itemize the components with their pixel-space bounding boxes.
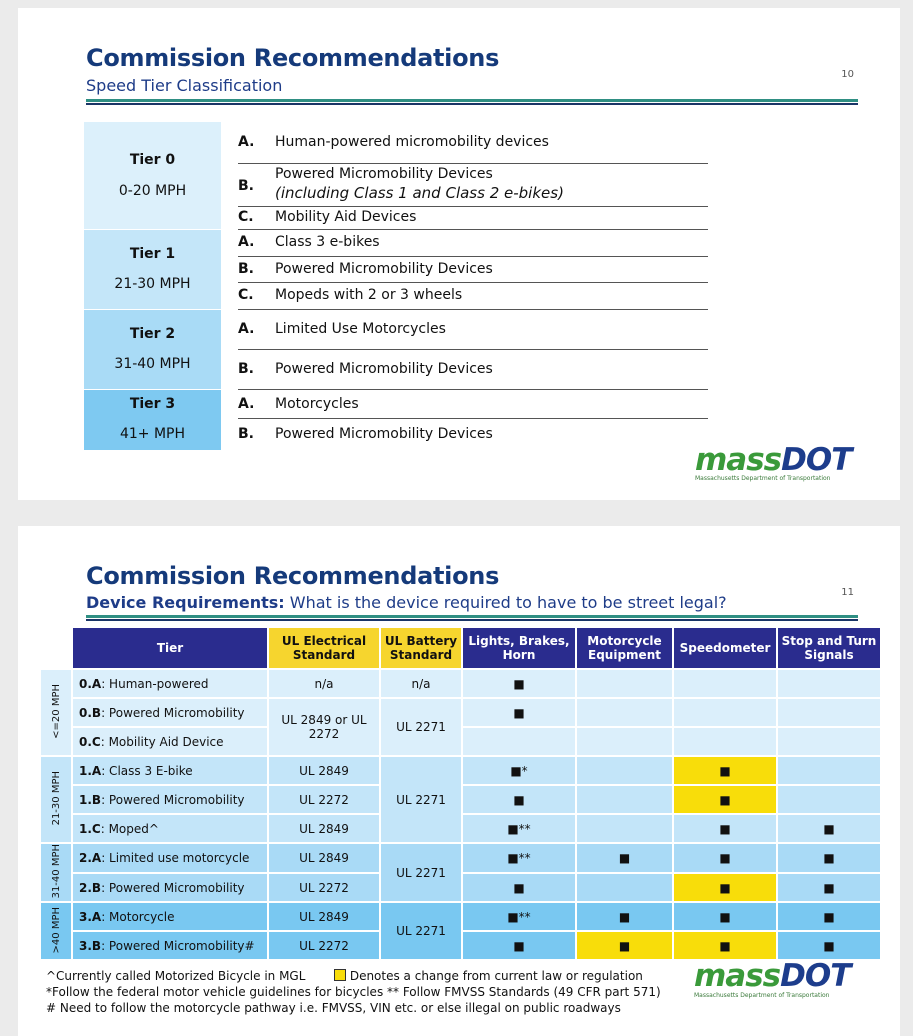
divider: [238, 389, 708, 390]
massdot-logo: massDOT: [695, 442, 852, 478]
footnote-standards: *Follow the federal motor vehicle guidelines for bicycles ** Follow FMVSS Standards (49 CFR part 571): [46, 985, 661, 999]
item-letter: A.: [238, 134, 255, 150]
divider: [238, 256, 708, 257]
item-letter: C.: [238, 287, 254, 303]
col-ul-battery: UL Battery Standard: [381, 628, 461, 668]
lights-mark: ■: [463, 670, 575, 697]
ul-electrical: UL 2849: [269, 903, 379, 930]
col-motorcycle-equipment: Motorcycle Equipment: [577, 628, 672, 668]
tier-name: Tier 2: [129, 326, 176, 342]
ul-battery: UL 2271: [381, 757, 461, 842]
speedometer-mark: ■: [674, 932, 776, 959]
group-label: >40 MPH: [41, 903, 71, 959]
slide-device-requirements: [18, 526, 900, 1036]
divider: [238, 229, 708, 230]
device-name: 0.A: Human-powered: [73, 670, 267, 697]
item-text: Human-powered micromobility devices: [275, 134, 549, 150]
signals-mark: ■: [778, 932, 880, 959]
signals-mark: ■: [778, 844, 880, 872]
col-signals: Stop and Turn Signals: [778, 628, 880, 668]
lights-mark: ■: [463, 932, 575, 959]
table-row: [41, 699, 880, 726]
device-name: 1.A: Class 3 E-bike: [73, 757, 267, 784]
divider: [238, 309, 708, 310]
item-text: Mobility Aid Devices: [275, 209, 417, 225]
item-text: Mopeds with 2 or 3 wheels: [275, 287, 463, 303]
legend-swatch: [334, 969, 346, 981]
item-letter: A.: [238, 396, 255, 412]
lights-mark: ■**: [463, 815, 575, 842]
tier-item: [238, 166, 708, 206]
slide-title: Commission Recommendations: [86, 562, 500, 590]
tier-speed: 41+ MPH: [119, 426, 186, 442]
table-row: [41, 670, 880, 697]
divider: [238, 163, 708, 164]
moto-mark: ■: [577, 844, 672, 872]
table-row: [41, 903, 880, 930]
speedometer-mark: ■: [674, 903, 776, 930]
ul-electrical: UL 2849: [269, 757, 379, 784]
tier-speed: 0-20 MPH: [118, 183, 187, 199]
device-requirements-table: [39, 626, 882, 961]
col-speedometer: Speedometer: [674, 628, 776, 668]
signals-mark: ■: [778, 874, 880, 902]
divider: [238, 349, 708, 350]
moto-mark: ■: [577, 932, 672, 959]
lights-mark: ■**: [463, 903, 575, 930]
ul-electrical: UL 2272: [269, 874, 379, 902]
table-row: [41, 757, 880, 784]
tier-speed: 21-30 MPH: [114, 276, 191, 292]
col-lights: Lights, Brakes, Horn: [463, 628, 575, 668]
lights-mark: ■*: [463, 757, 575, 784]
logo-subtitle: Massachusetts Department of Transportation: [694, 992, 830, 999]
divider: [238, 418, 708, 419]
title-rule: [86, 99, 858, 105]
item-text: Class 3 e-bikes: [275, 234, 380, 250]
device-name: 1.C: Moped^: [73, 815, 267, 842]
legend-change: Denotes a change from current law or regulation: [334, 969, 643, 983]
page-number: 10: [841, 69, 854, 80]
footnote-motorcycle-pathway: # Need to follow the motorcycle pathway i.e. FMVSS, VIN etc. or else illegal on public roadways: [46, 1001, 621, 1015]
device-name: 1.B: Powered Micromobility: [73, 786, 267, 813]
col-ul-electrical: UL Electrical Standard: [269, 628, 379, 668]
item-letter: B.: [238, 178, 254, 194]
divider: [238, 206, 708, 207]
tier-0-box: [84, 122, 221, 229]
ul-battery: UL 2271: [381, 844, 461, 901]
lights-mark: ■: [463, 786, 575, 813]
ul-electrical: UL 2272: [269, 932, 379, 959]
item-letter: C.: [238, 209, 254, 225]
item-text: Powered Micromobility Devices: [275, 166, 493, 182]
ul-electrical: n/a: [269, 670, 379, 697]
ul-electrical: UL 2272: [269, 786, 379, 813]
signals-mark: ■: [778, 815, 880, 842]
speedometer-mark: ■: [674, 844, 776, 872]
device-name: 3.B: Powered Micromobility#: [73, 932, 267, 959]
lights-mark: ■: [463, 699, 575, 726]
group-label: 31-40 MPH: [41, 844, 71, 901]
col-tier: Tier: [73, 628, 267, 668]
item-text: Powered Micromobility Devices: [275, 361, 493, 377]
group-label: 21-30 MPH: [41, 757, 71, 842]
tier-3-box: [84, 390, 221, 450]
lights-mark: ■**: [463, 844, 575, 872]
item-letter: B.: [238, 261, 254, 277]
item-text: Motorcycles: [275, 396, 359, 412]
speedometer-mark: ■: [674, 786, 776, 813]
header-row: [41, 628, 880, 668]
slide-title: Commission Recommendations: [86, 44, 500, 72]
footnote-moped: ^Currently called Motorized Bicycle in MGL: [46, 969, 306, 983]
massdot-logo: massDOT: [694, 958, 851, 994]
ul-battery: n/a: [381, 670, 461, 697]
tier-name: Tier 0: [129, 152, 176, 168]
device-name: 3.A: Motorcycle: [73, 903, 267, 930]
item-letter: B.: [238, 426, 254, 442]
slide-subtitle: Device Requirements: What is the device required to have to be street legal?: [86, 593, 727, 612]
item-letter: A.: [238, 234, 255, 250]
item-letter: B.: [238, 361, 254, 377]
title-rule: [86, 615, 858, 621]
ul-electrical: UL 2849: [269, 815, 379, 842]
tier-speed: 31-40 MPH: [114, 356, 191, 372]
device-name: 2.A: Limited use motorcycle: [73, 844, 267, 872]
tier-2-box: [84, 310, 221, 389]
tier-name: Tier 1: [129, 246, 176, 262]
tier-name: Tier 3: [129, 396, 176, 412]
ul-battery: UL 2271: [381, 903, 461, 959]
page-number: 11: [841, 587, 854, 598]
divider: [238, 282, 708, 283]
speedometer-mark: ■: [674, 815, 776, 842]
ul-electrical: UL 2849: [269, 844, 379, 872]
group-label: <=20 MPH: [41, 670, 71, 755]
item-letter: A.: [238, 321, 255, 337]
ul-battery: UL 2271: [381, 699, 461, 755]
item-text: Limited Use Motorcycles: [275, 321, 446, 337]
speedometer-mark: ■: [674, 874, 776, 902]
slide-subtitle: Speed Tier Classification: [86, 76, 283, 95]
item-note: (including Class 1 and Class 2 e-bikes): [275, 184, 564, 202]
table-row: [41, 844, 880, 872]
logo-subtitle: Massachusetts Department of Transportation: [695, 475, 831, 482]
signals-mark: ■: [778, 903, 880, 930]
device-name: 0.C: Mobility Aid Device: [73, 728, 267, 755]
item-text: Powered Micromobility Devices: [275, 426, 493, 442]
tier-1-box: [84, 230, 221, 309]
slide-speed-tier: [18, 8, 900, 500]
device-name: 2.B: Powered Micromobility: [73, 874, 267, 902]
lights-mark: ■: [463, 874, 575, 902]
device-name: 0.B: Powered Micromobility: [73, 699, 267, 726]
item-text: Powered Micromobility Devices: [275, 261, 493, 277]
ul-electrical: UL 2849 or UL 2272: [269, 699, 379, 755]
moto-mark: ■: [577, 903, 672, 930]
speedometer-mark: ■: [674, 757, 776, 784]
